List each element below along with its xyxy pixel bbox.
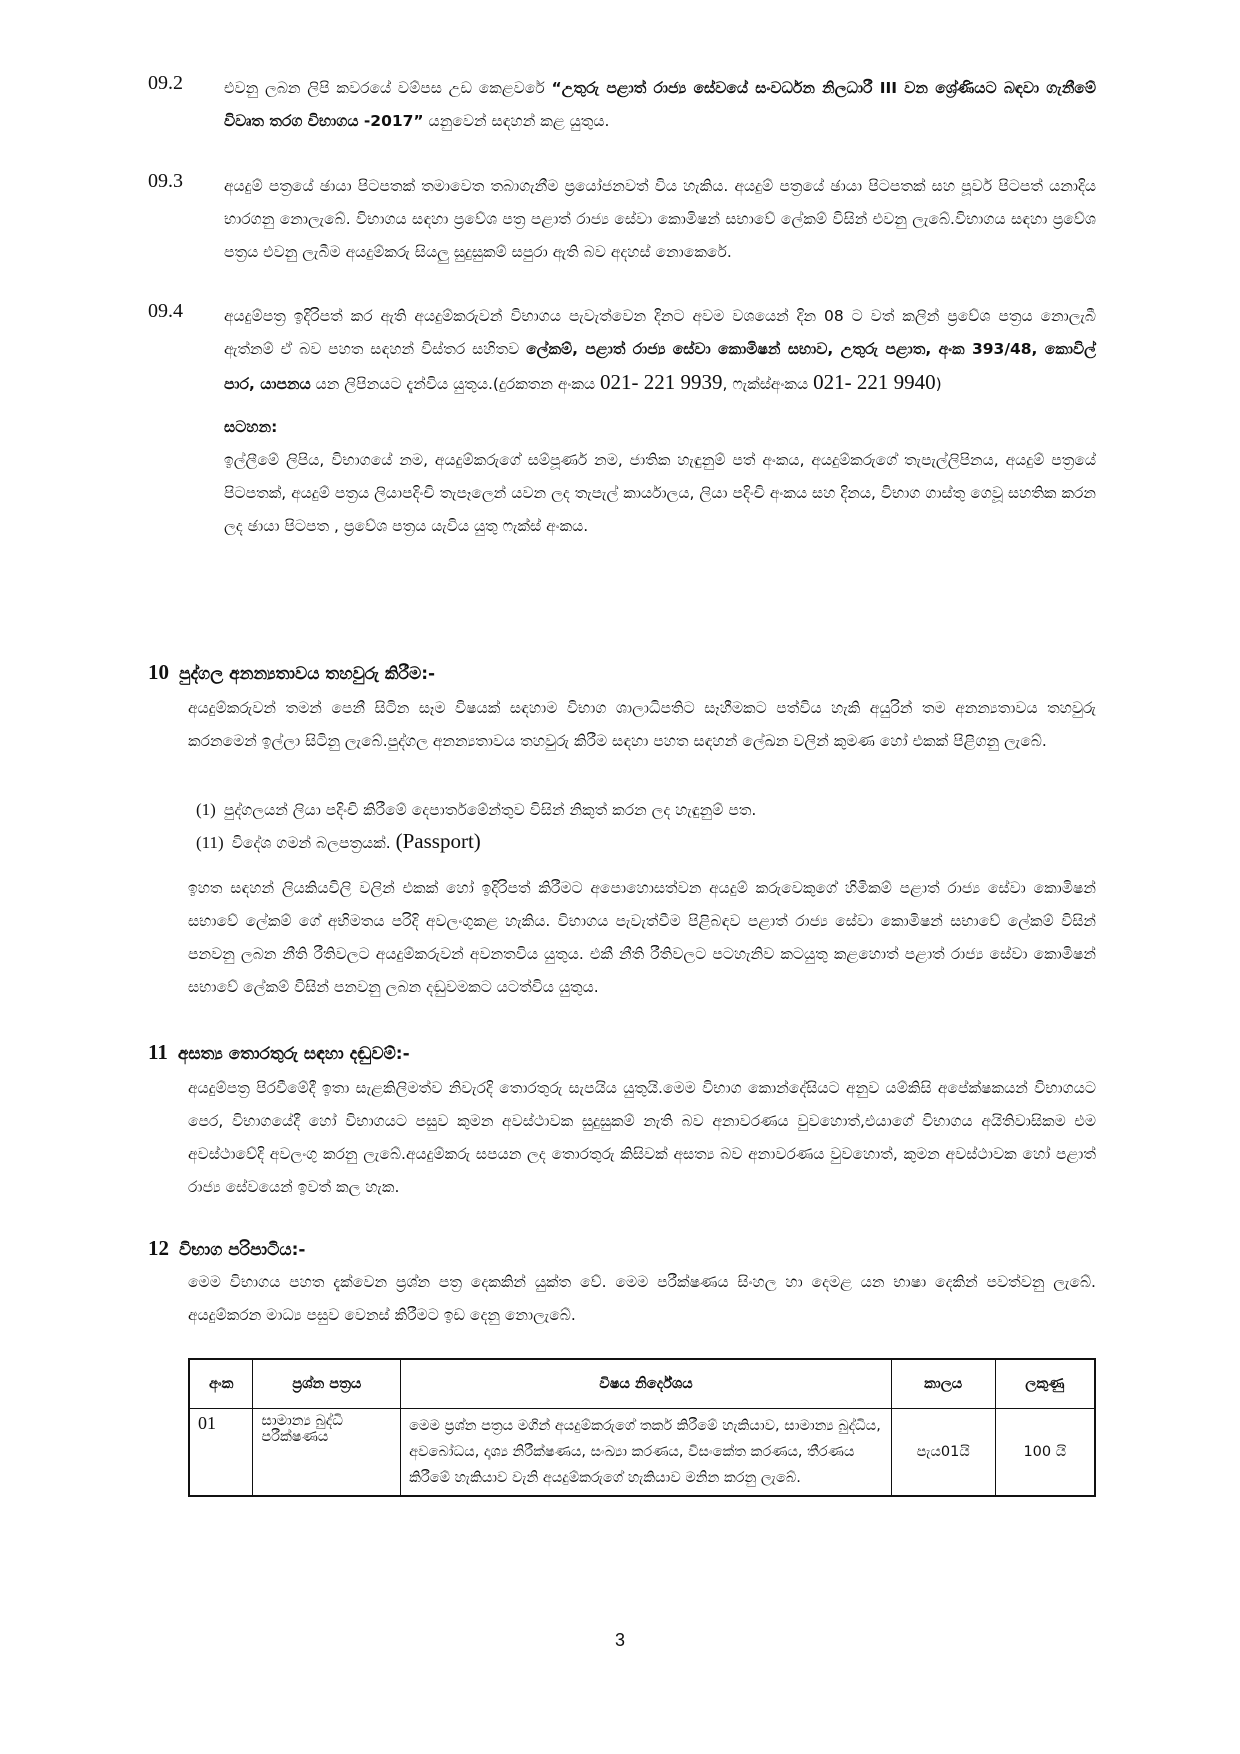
section-body	[224, 72, 1096, 138]
list-marker: (1)	[196, 800, 216, 819]
list-text: පුද්ගලයන් ලියා පදිංචි කිරීමේ දෙපාර්තමේන්තුව විසින් නිකුත් කරන ලද හැඳුනුම් පත.	[223, 801, 757, 819]
phone-number: 021- 221 9939	[600, 370, 723, 394]
section-11-heading	[148, 1040, 410, 1065]
exam-structure-table	[188, 1358, 1096, 1497]
section-number: 10	[148, 660, 169, 684]
section-number: 09.3	[148, 170, 183, 192]
cell-syllabus: මෙම ප්‍රශ්න පත්‍රය මගින් අයදුම්කරුගේ තර්ක කිරීමේ හැකියාව, සාමාන්‍ය බුද්ධිය, අවබෝධය, දෘශ්‍ය නිරීක්ෂණය, සංඛ්‍යා කරණය, විසංකේත කරණය, තීරණය කිරීමේ හැකියාව වැනි අයදුම්කරුගේ හැකියාව මනින කරනු ලැබේ.	[401, 1409, 892, 1497]
section-text-post: යනුවෙන් සඳහන් කළ යුතුය.	[423, 112, 610, 130]
table-row	[189, 1409, 1095, 1497]
note-block	[224, 411, 1096, 543]
header-paper: ප්‍රශ්න පත්‍රය	[253, 1359, 401, 1409]
id-document-list	[196, 794, 1076, 859]
section-title: විභාග පරිපාටිය:-	[179, 1240, 306, 1260]
section-09-4	[148, 300, 1096, 543]
section-number: 09.4	[148, 300, 183, 322]
section-text: )	[935, 375, 942, 393]
cell-marks: 100 යි	[995, 1409, 1095, 1497]
header-time: කාලය	[891, 1359, 995, 1409]
list-item	[196, 794, 1076, 826]
list-text-extra: (Passport)	[395, 829, 481, 853]
section-body: අයදුම් පත්‍රයේ ඡායා පිටපතක් තමාවෙත තබාගැනීම ප්‍රයෝජනවත් විය හැකිය. අයදුම් පත්‍රයේ ඡායා පිටපතක් සහ පූර්ව පිටපත් යනාදිය භාරගනු නොලැබේ. විභාගය සඳහා ප්‍රවේශ පත්‍ර පළාත් රාජ්‍ය සේවා කොමිෂන් සභාවේ ලේකම් විසින් එවනු ලැබේ.විභාගය සඳහා ප්‍රවේශ පත්‍රය එවනු ලැබීම අයදුම්කරු සියලු සුදුසුකම් සපුරා ඇති බව අදහස් නොකෙරේ.	[224, 177, 1096, 261]
section-number: 11	[148, 1040, 168, 1064]
exam-title: “උතුරු පළාත් රාජ්‍ය සේවයේ සංවර්ධන නිලධාරී III වන ශ්‍රේණියට බඳවා ගැනීමේ විවෘත තරග විභාගය -2017”	[224, 79, 1097, 130]
section-12-heading	[148, 1236, 305, 1261]
list-text: විදේශ ගමන් බලපත්‍රයක්.	[231, 834, 396, 852]
cell-number: 01	[189, 1409, 253, 1497]
section-10-intro: අයදුම්කරුවන් තමන් පෙනී සිටින සෑම විෂයක් සඳහාම විභාග ශාලාධිපතිට සෑහීමකට පත්විය හැකි අයුරින් තම අනන්‍යතාවය තහවුරු කරනමෙන් ඉල්ලා සිටිනු ලැබේ.පුද්ගල අනන්‍යතාවය තහවුරු කිරීම සඳහා පහත සඳහන් ලේඛන වලින් කුමණ හෝ එකක් පිළිගනු ලැබේ.	[188, 699, 1096, 750]
section-number: 09.2	[148, 72, 183, 94]
table-header-row	[189, 1359, 1095, 1409]
section-12-text: මෙම විභාගය පහත දැක්වෙන ප්‍රශ්න පත්‍ර දෙකකින් යුක්ත වේ. මෙම පරීක්ෂණය සිංහල හා දෙමළ යන භාෂා දෙකින් පවත්වනු ලැබේ. අයදුම්කරන මාධ්‍ය පසුව වෙනස් කිරීමට ඉඩ දෙනු නොලැබේ.	[188, 1273, 1096, 1324]
fax-number: 021- 221 9940	[813, 370, 936, 394]
section-title: පුද්ගල අනන්‍යතාවය තහවුරු කිරීම:-	[179, 664, 436, 684]
cell-paper: සාමාන්‍ය බුද්ධි පරීක්ෂණය	[253, 1409, 401, 1497]
header-syllabus: විෂය නිර්දේශය	[401, 1359, 892, 1409]
list-marker: (11)	[196, 833, 224, 852]
section-text: යන ලිපිනයට දැන්විය යුතුය.(දුරකතන අංකය	[310, 375, 601, 393]
section-11-text: අයදුම්පත්‍ර පිරවීමේදී ඉතා සැළකිලිමත්ව නිවැරදි තොරතුරු සැපයිය යුතුයි.මෙම විභාග කොන්දේසියට අනුව යම්කිසි අපේක්ෂකයන් විභාගයට පෙර, විභාගයේදී හෝ විභාගයට පසුව කුමන අවස්ථාවක සුදුසුකම් නැති බව අනාවරණය වුවහොත්,එයාගේ විභාගය අයිතිවාසිකම එම අවස්ථාවේදි අවලංගු කරනු ලැබේ.අයදුම්කරු සපයන ලද තොරතුරු කිසිවක් අසත්‍ය බව අනාවරණය වුවහොත්, කුමන අවස්ථාවක හෝ පළාත් රාජ්‍ය සේවයෙන් ඉවත් කල හැක.	[188, 1079, 1096, 1196]
note-text: ඉල්ලීමේ ලිපිය, විභාගයේ නම, අයදුම්කරුගේ සම්පූර්ණ නම, ජාතික හැඳුනුම් පත් අංකය, අයදුම්කරුගේ තැපැල්ලිපිනය, අයදුම් පත්‍රයේ පිටපතක්, අයදුම් පත්‍රය ලියාපදිංචි තැපෑලෙන් යවන ලද තැපැල් කාර්යාලය, ලියා පදිංචි අංකය සහ දිනය, විභාග ගාස්තු ගෙවූ සහතික කරන ලද ඡායා පිටපත , ප්‍රවේශ පත්‍රය යැවිය යුතු ෆැක්ස් අංකය.	[224, 451, 1096, 535]
list-item	[196, 826, 1076, 859]
section-09-3	[148, 170, 1096, 269]
cell-time: පැය01යි	[891, 1409, 995, 1497]
section-title: අසත්‍ය තොරතුරු සඳහා දඬුවම්:-	[177, 1044, 410, 1064]
section-body	[224, 300, 1096, 401]
section-text: , ෆැක්ස්අංකය	[722, 375, 814, 393]
section-text: අයදුම්පත්‍ර ඉදිරිපත් කර ඇති අයදුම්කරුවන් විභාගය පැවැත්වෙන දිනට අවම වශයෙන් දින 08 ට වත් කලින් ප්‍රවේශ පත්‍රය නොලැබී ඇත්නම් ඒ බව පහත සඳහන් විස්තර සහිතව	[224, 307, 1096, 358]
section-text-pre: එවනු ලබන ලිපි කවරයේ වම්පස උඩ කෙළවරේ	[224, 79, 552, 97]
header-marks: ලකුණු	[995, 1359, 1095, 1409]
section-number: 12	[148, 1236, 169, 1260]
section-09-2	[148, 72, 1096, 138]
header-number: අංක	[189, 1359, 253, 1409]
page-number: 3	[614, 1630, 625, 1650]
section-10-heading	[148, 660, 435, 685]
secretary-address: ලේකම්, පළාත් රාජ්‍ය සේවා කොමිෂන් සභාව, උතුරු පළාත, අංක 393/48, කොවිල් පාර, යාපනය	[224, 340, 1096, 393]
section-10-rules: ඉහත සඳහන් ලියකියවිලි වලින් එකක් හෝ ඉදිරිපත් කිරීමට අපොහොසත්වන අයදුම් කරුවෙකුගේ හිමිකම් පළාත් රාජ්‍ය සේවා කොමිෂන් සභාවේ ලේකම් ගේ අභිමතය පරිදි අවලංගුකළ හැකිය. විභාගය පැවැත්වීම පිළිබඳව පළාත් රාජ්‍ය සේවා කොමිෂන් සභාවේ ලේකම් විසින් පනවනු ලබන නීති රීතිවලට අයදුම්කරුවන් අවනතවිය යුතුය. එකී නීති රීතිවලට පටහැනිව කටයුතු කළහොත් පළාත් රාජ්‍ය සේවා කොමිෂන් සභාවේ ලේකම් විසින් පනවනු ලබන දඬුවමකට යටත්විය යුතුය.	[188, 879, 1096, 996]
note-label: සටහන:	[224, 418, 278, 436]
